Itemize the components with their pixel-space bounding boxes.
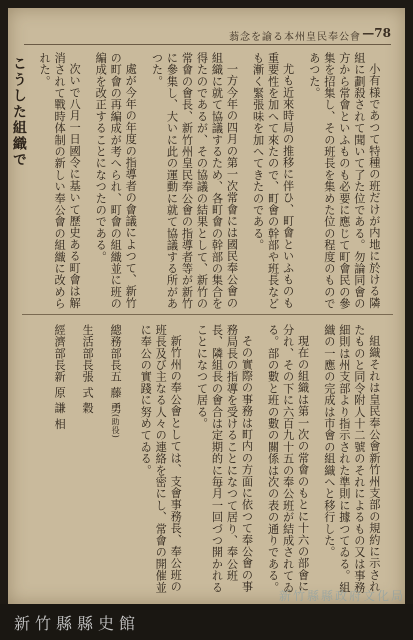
role-note: (助役) — [111, 414, 121, 439]
role-name: 張 式 穀 — [81, 370, 95, 415]
paragraph: 新竹州の奉公會としては、支會事務長、奉公班の班長及び主なる人々の連絡を密にし、常會の開催並に奉公の實踐に努めてゐる。 — [139, 324, 183, 594]
heading-lead: 次いで八月一日國令に基いて歷史ある町會は解消されて戰時体制の新しい奉公會の組織に改められた。 — [38, 52, 82, 310]
upper-text-block — [10, 52, 393, 310]
role-entry — [75, 324, 99, 596]
section-heading: こうした組織で — [10, 56, 27, 168]
paragraph: その實際の事務は町内の方面に依つて奉公會の事務局長の指導を受けることになつて居り、奉公班長、隣組長の會合は定期的に毎月一回づつ開かれることになつて居る。 — [195, 324, 254, 594]
role-title: 總務部長 — [109, 324, 123, 371]
role-name: 五 藤 勇 — [109, 370, 123, 415]
lower-text-block — [22, 324, 393, 596]
watermark-side: 新竹縣縣政府文化局 — [278, 589, 405, 603]
role-title: 生活部長 — [81, 324, 95, 371]
role-title: 經濟部長 — [53, 324, 67, 371]
paragraph: 小有様であつて特種の班だけが内地に於ける隣組に劃殺されて聞いて了た位である。勿論同會の方から常會といふものも必要に應じて町會民の參集を招集し、その班長を集めた位の程度のものであつた。 — [307, 52, 381, 310]
header-title: 蓊念を諭る本州皇民奉公會 — [229, 32, 361, 43]
role-name: 新 原 謙 相 — [53, 370, 67, 430]
watermark-text: 新竹縣縣史館 — [14, 614, 141, 633]
page-header — [24, 22, 391, 45]
paragraph: 現在の組織は第一次の常會のもとに十六の部會に分れ、その下に六百九十五の奉公班が結成されてゐる。部の數と班の數の關係は次の表の通りである。 — [266, 324, 310, 594]
paragraph: 組織それは皇民奉公會新竹州支部の規約に示されたものと同令附人十二號のそれによるもの又は事務細則は州支部より指示された準則に據つてゐる。組織の一應の完成は市會の組織へと移行した。 — [322, 324, 381, 594]
role-list — [47, 324, 127, 596]
column-divider — [22, 314, 393, 315]
paragraph: 尤も近來時局の推移に伴ひ、町會といふものも重要性を加へて來たので、町會の幹部や班長なども漸く緊張味を加へてきたのである。 — [251, 52, 295, 310]
role-entry — [103, 324, 127, 596]
paragraph: 一方今年の四月の第一次常會には國民奉公會の組織に就て協議するため、各町會の幹部の集合を得たのであるが、その協議の結果として、新竹の常會の會長、新竹州皇民奉公會の指導者等が新竹に參集し、大いに此の運動に就て協議する所があつた。 — [150, 52, 239, 310]
role-entry — [47, 324, 71, 596]
document-page — [8, 8, 405, 604]
watermark-bar — [0, 604, 413, 640]
paragraph: 處が今年の年度の指導者の會議によつて、新竹の町會の再編成が考へられ、町會の組織並に班の編成を改正することになつたのである。 — [94, 52, 138, 310]
page-number: —78 — [362, 26, 391, 40]
